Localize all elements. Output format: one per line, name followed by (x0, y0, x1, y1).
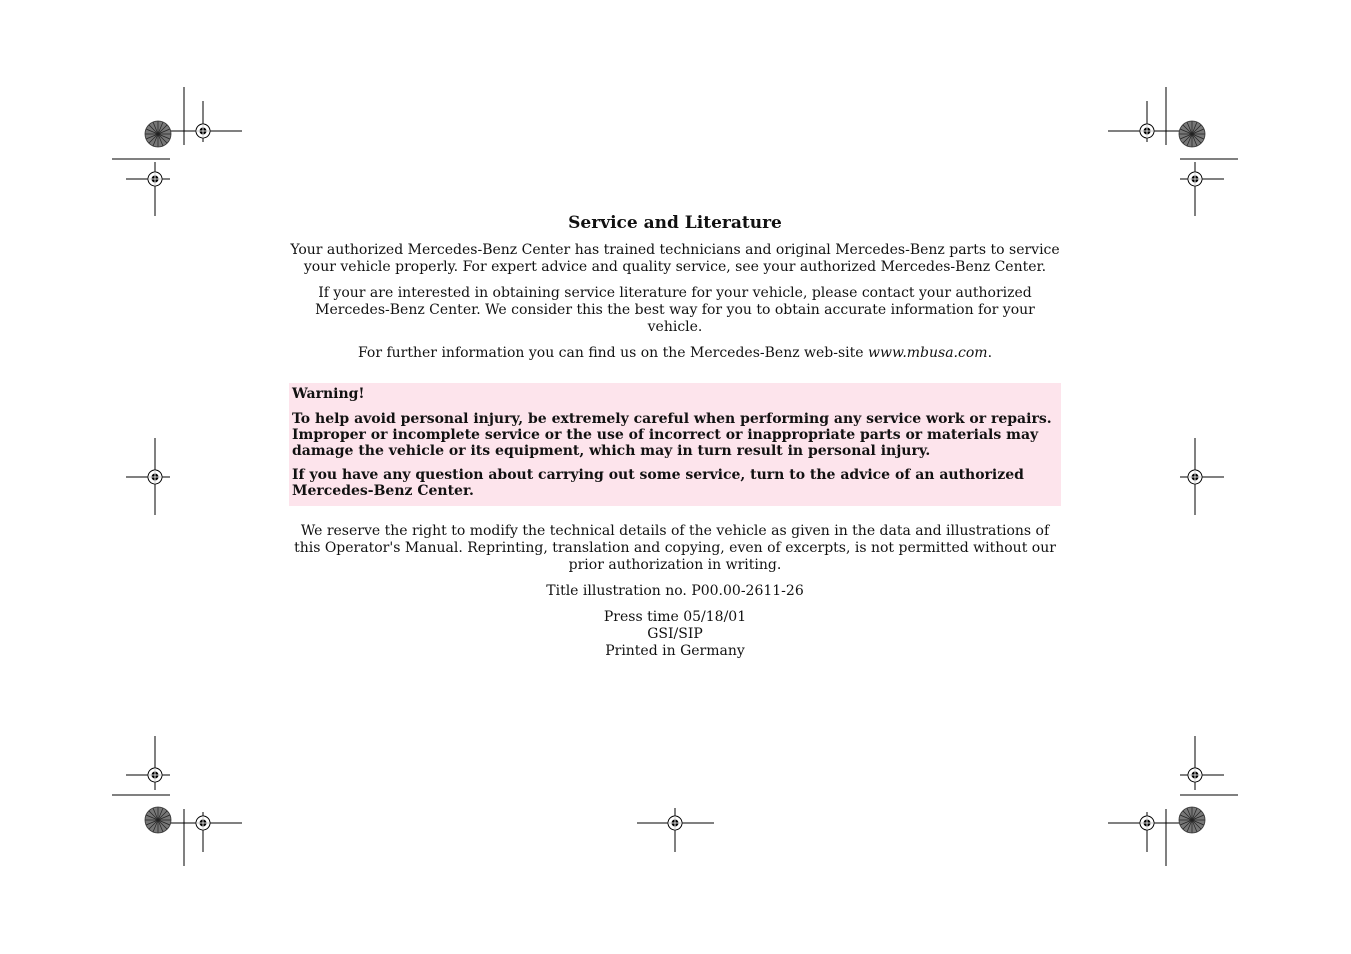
press-time: Press time 05/18/01 (603, 609, 747, 625)
website-paragraph (289, 345, 1061, 362)
press-info (289, 609, 1061, 660)
warning-heading: Warning! (292, 386, 365, 402)
website-link[interactable]: www.mbusa.com (868, 345, 988, 361)
website-suffix: . (987, 345, 993, 361)
title-illustration-number: Title illustration no. P00.00-2611-26 (546, 583, 804, 599)
rights-paragraph: We reserve the right to modify the technical details of the vehicle as given in the data and illustrations of this Operator's Manual. Reprinting, translation and copying, even of excerpts, is not permitted without our prior authorization in writing. (294, 523, 1056, 573)
warning-box (289, 383, 1061, 506)
warning-paragraph-injury: To help avoid personal injury, be extremely careful when performing any service work or repairs. Improper or incomplete service or the use of incorrect or inappropriate parts or materials may damage the vehicle or its equipment, which may in turn result in personal injury. (292, 411, 1052, 459)
warning-paragraph-advice: If you have any question about carrying out some service, turn to the advice of an authorized Mercedes-Benz Center. (292, 467, 1024, 499)
intro-paragraph: Your authorized Mercedes-Benz Center has trained technicians and original Mercedes-Benz parts to service your vehicle properly. For expert advice and quality service, see your authorized Mercedes-Benz Center. (290, 242, 1060, 275)
literature-paragraph: If your are interested in obtaining service literature for your vehicle, please contact your authorized Mercedes-Benz Center. We consider this the best way for you to obtain accurate information for your vehicle. (315, 285, 1035, 335)
printed-in: Printed in Germany (605, 643, 745, 659)
page-title: Service and Literature (568, 213, 782, 233)
department-code: GSI/SIP (647, 626, 703, 642)
website-prefix: For further information you can find us on the Mercedes-Benz web-site (357, 345, 869, 361)
page-content (289, 212, 1061, 660)
